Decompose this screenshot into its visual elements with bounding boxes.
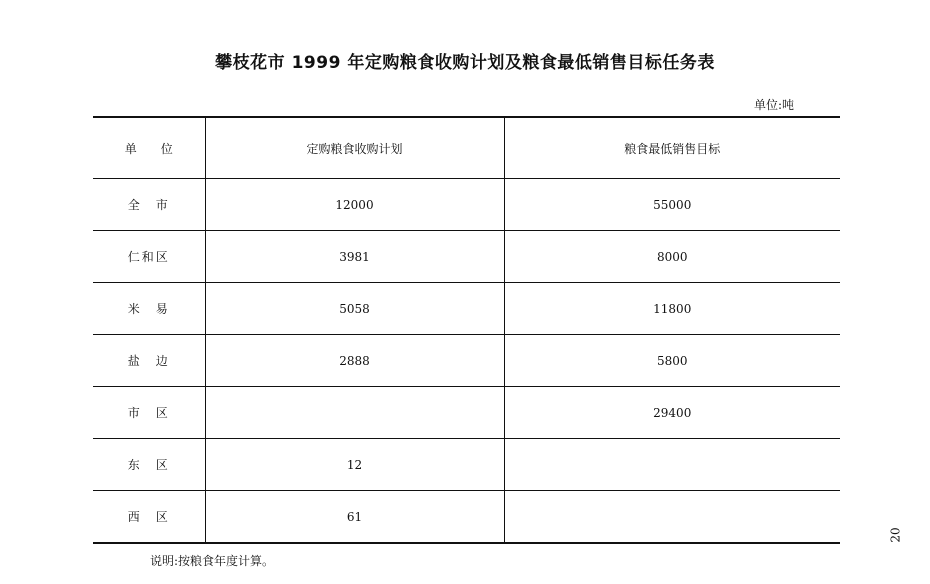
- row-sales: 11800: [504, 283, 840, 335]
- header-unit: 单 位: [93, 117, 205, 179]
- row-sales: 5800: [504, 335, 840, 387]
- row-purchase: 61: [205, 491, 504, 544]
- task-table: [93, 116, 840, 544]
- table-row: [93, 179, 840, 231]
- row-sales: [504, 439, 840, 491]
- row-sales: [504, 491, 840, 544]
- unit-label: 单位:吨: [753, 98, 794, 112]
- row-unit: 东 区: [93, 439, 205, 491]
- row-unit: 市 区: [93, 387, 205, 439]
- table-row: [93, 283, 840, 335]
- row-sales: 8000: [504, 231, 840, 283]
- table-row: [93, 491, 840, 544]
- row-unit: 米 易: [93, 283, 205, 335]
- row-purchase: 12000: [205, 179, 504, 231]
- row-unit: 西 区: [93, 491, 205, 544]
- table-row: [93, 231, 840, 283]
- row-purchase: 5058: [205, 283, 504, 335]
- header-purchase-plan: 定购粮食收购计划: [205, 117, 504, 179]
- page-number: 20: [888, 527, 903, 543]
- page-title: 攀枝花市 1999 年定购粮食收购计划及粮食最低销售目标任务表: [215, 53, 715, 73]
- table-row: [93, 439, 840, 491]
- row-unit: 盐 边: [93, 335, 205, 387]
- table-row: [93, 335, 840, 387]
- row-unit: 仁和区: [93, 231, 205, 283]
- row-purchase: 2888: [205, 335, 504, 387]
- row-purchase: 12: [205, 439, 504, 491]
- row-sales: 29400: [504, 387, 840, 439]
- row-sales: 55000: [504, 179, 840, 231]
- table-header-row: [93, 117, 840, 179]
- footnote: 说明:按粮食年度计算。: [150, 554, 275, 568]
- table-row: [93, 387, 840, 439]
- row-unit: 全 市: [93, 179, 205, 231]
- header-sales-target: 粮食最低销售目标: [504, 117, 840, 179]
- row-purchase: [205, 387, 504, 439]
- row-purchase: 3981: [205, 231, 504, 283]
